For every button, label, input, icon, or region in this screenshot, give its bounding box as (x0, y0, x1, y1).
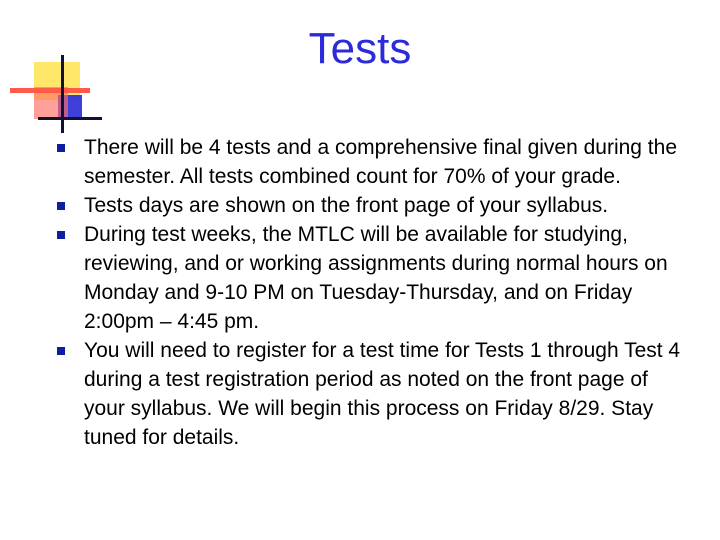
square-bullet-icon (57, 144, 65, 152)
bullet-text: Tests days are shown on the front page of your syllabus. (84, 194, 609, 217)
bullet-text: You will need to register for a test time for Tests 1 through Test 4 during a test registration period as noted on the front page of your syllabus. We will begin this process on Friday 8/29. Stay tuned for details. (84, 339, 681, 449)
bullet-item (52, 220, 692, 336)
square-bullet-icon (57, 202, 65, 210)
slide-title: Tests (308, 24, 412, 73)
square-bullet-icon (57, 347, 65, 355)
logo-red-bar (10, 88, 90, 93)
logo-horizontal-line (38, 117, 102, 120)
square-bullet-icon (57, 231, 65, 239)
bullet-item (52, 133, 692, 191)
bullet-text: During test weeks, the MTLC will be available for studying, reviewing, and or working assignments during normal hours on Monday and 9-10 PM on Tuesday-Thursday, and on Friday 2:00pm – 4:45 pm. (84, 223, 668, 333)
bullet-item (52, 191, 692, 220)
bullet-text: There will be 4 tests and a comprehensive final given during the semester. All tests combined count for 70% of your grade. (84, 136, 678, 188)
bullet-item (52, 336, 692, 452)
bullet-list (52, 133, 692, 452)
